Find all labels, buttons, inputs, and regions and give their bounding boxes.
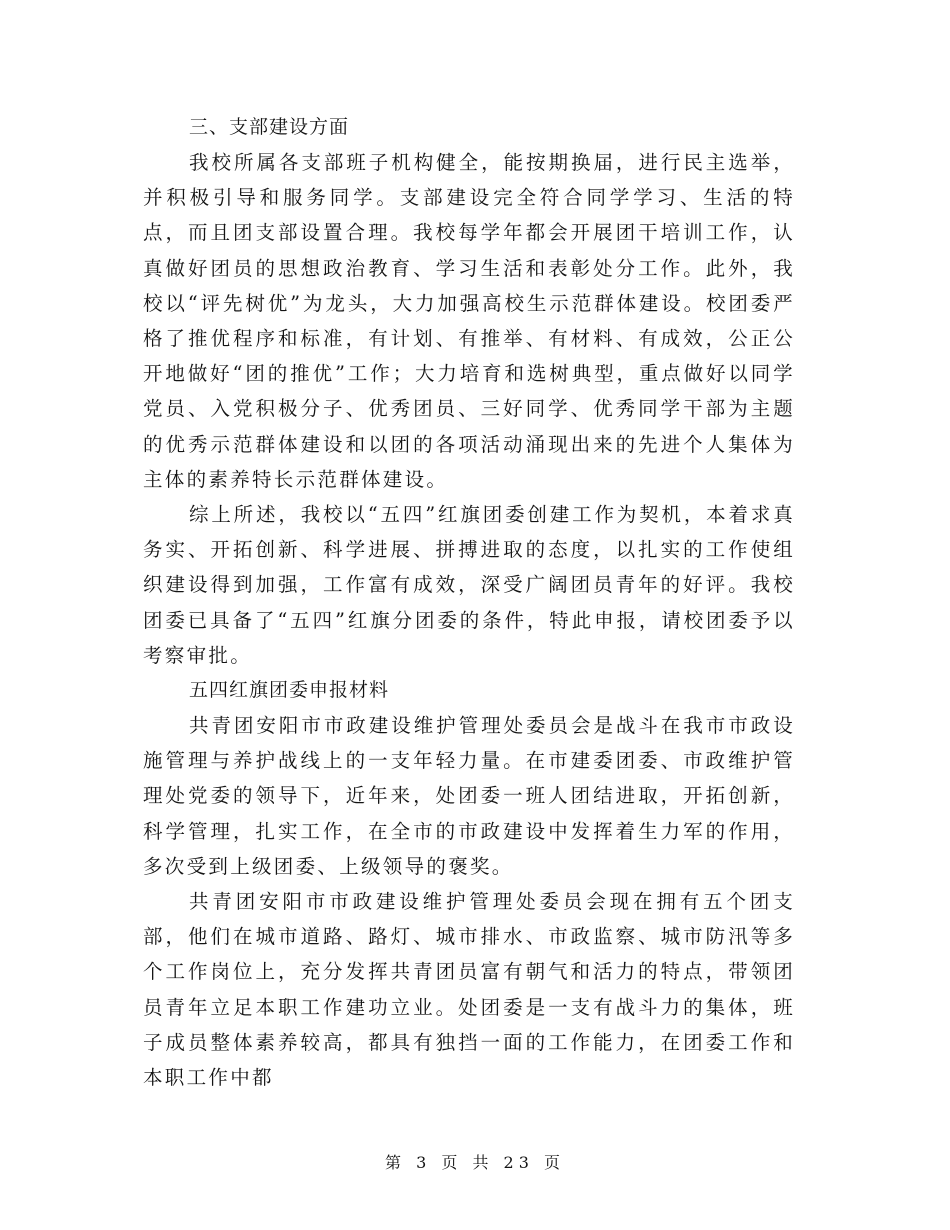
page-number-footer: 第 3 页 共 23 页	[385, 1153, 565, 1172]
section-heading: 三、支部建设方面	[189, 116, 350, 138]
section-heading: 五四红旗团委申报材料	[189, 679, 390, 702]
document-body	[143, 110, 795, 1095]
paragraph: 综上所述，我校以“五四”红旗团委创建工作为契机，本着求真务实、开拓创新、科学进展、拼搏进取的态度，以扎实的工作使组织建设得到加强，工作富有成效，深受广阔团员青年的好评。我校团委已具备了“五四”红旗分团委的条件，特此申报，请校团委予以考察审批。	[143, 503, 795, 667]
paragraph: 共青团安阳市市政建设维护管理处委员会是战斗在我市市政设施管理与养护战线上的一支年轻力量。在市建委团委、市政维护管理处党委的领导下，近年来，处团委一班人团结进取，开拓创新，科学管理，扎实工作，在全市的市政建设中发挥着生力军的作用，多次受到上级团委、上级领导的褒奖。	[143, 714, 795, 878]
paragraph: 我校所属各支部班子机构健全，能按期换届，进行民主选举，并积极引导和服务同学。支部建设完全符合同学学习、生活的特点，而且团支部设置合理。我校每学年都会开展团干培训工作，认真做好团员的思想政治教育、学习生活和表彰处分工作。此外，我校以“评先树优”为龙头，大力加强高校生示范群体建设。校团委严格了推优程序和标准，有计划、有推举、有材料、有成效，公正公开地做好“团的推优”工作；大力培育和选树典型，重点做好以同学党员、入党积极分子、优秀团员、三好同学、优秀同学干部为主题的优秀示范群体建设和以团的各项活动涌现出来的先进个人集体为主体的素养特长示范群体建设。	[143, 151, 795, 491]
paragraph: 共青团安阳市市政建设维护管理处委员会现在拥有五个团支部，他们在城市道路、路灯、城市排水、市政监察、城市防汛等多个工作岗位上，充分发挥共青团员富有朝气和活力的特点，带领团员青年立足本职工作建功立业。处团委是一支有战斗力的集体，班子成员整体素养较高，都具有独挡一面的工作能力，在团委工作和本职工作中都	[143, 890, 795, 1090]
